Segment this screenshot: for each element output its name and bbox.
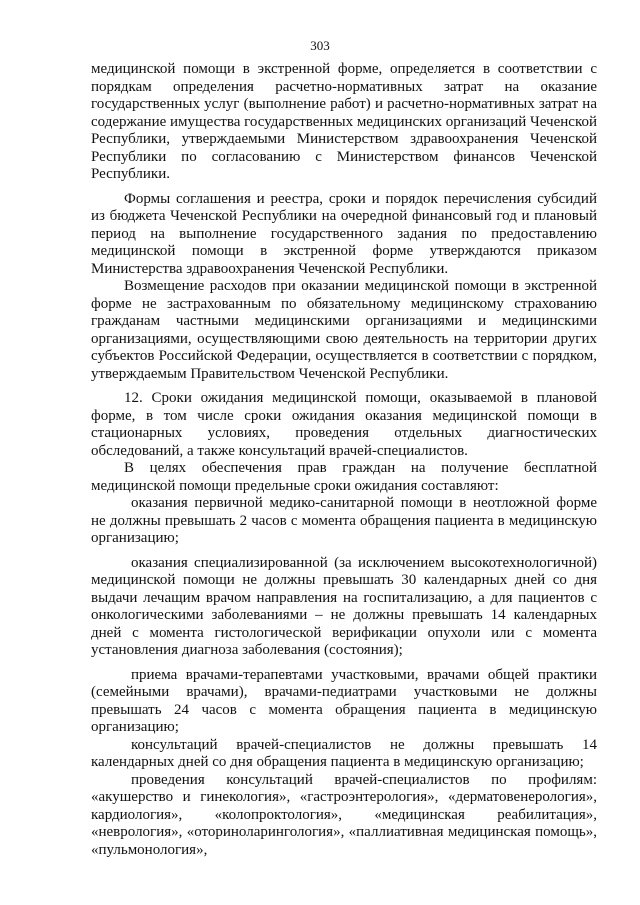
paragraph-reimbursement: Возмещение расходов при оказании медицинской помощи в экстренной форме не застрахованным по обязательному медицинскому страхованию гражданам частными медицинскими организациями и медицинскими организациями, осуществляющими свою деятельность на территории других субъектов Российской Федерации, осуществляется в соответствии с порядком, утверждаемым Правительством Чеченской Республики. bbox=[91, 278, 597, 382]
paragraph-therapists: приема врачами-терапевтами участковыми, врачами общей практики (семейными врачами), врачами-педиатрами участковыми не должны превышать 24 часов с момента обращения пациента в медицинскую организацию; bbox=[91, 666, 597, 735]
paragraph-primary-care: оказания первичной медико-санитарной помощи в неотложной форме не должны превышать 2 часов с момента обращения пациента в медицинскую организацию; bbox=[91, 495, 597, 546]
paragraph-continuation: медицинской помощи в экстренной форме, определяется в соответствии с порядкам определения расчетно-нормативных затрат на оказание государственных услуг (выполнение работ) и расчетно-нормативных затрат на содержание имущества государственных медицинских организаций Чеченской Республики, утверждаемыми Министерством здравоохранения Чеченской Республики по согласованию с Министерством финансов Чеченской Республики. bbox=[91, 61, 597, 182]
document-body bbox=[91, 61, 597, 859]
paragraph-waiting-limits-intro: В целях обеспечения прав граждан на получение бесплатной медицинской помощи предельные сроки ожидания составляют: bbox=[91, 460, 597, 494]
paragraph-profile-consultations: проведения консультаций врачей-специалистов по профилям: «акушерство и гинекология», «гастроэнтерология», «дерматовенерология», кардиология», «колопроктология», «медицинская реабилитация», «неврология», «оториноларингология», «паллиативная медицинская помощь», «пульмонология», bbox=[91, 771, 597, 858]
paragraph-specialist-consultations: консультаций врачей-специалистов не должны превышать 14 календарных дней со дня обращения пациента в медицинскую организацию; bbox=[91, 736, 597, 770]
paragraph-section-12: 12. Сроки ожидания медицинской помощи, оказываемой в плановой форме, в том числе сроки ожидания оказания медицинской помощи в стационарных условиях, проведения отдельных диагностических обследований, а также консультаций врачей-специалистов. bbox=[91, 390, 597, 459]
paragraph-subsidy-forms: Формы соглашения и реестра, сроки и порядок перечисления субсидий из бюджета Чеченской Республики на очередной финансовый год и плановый период на выполнение государственного задания по предоставлению медицинской помощи в экстренной форме утверждаются приказом Министерства здравоохранения Чеченской Республики. bbox=[91, 190, 597, 277]
paragraph-specialized-care: оказания специализированной (за исключением высокотехнологичной) медицинской помощи не должны превышать 30 календарных дней со дня выдачи лечащим врачом направления на госпитализацию, а для пациентов с онкологическими заболеваниями – не должны превышать 14 календарных дней с момента гистологической верификации опухоли или с момента установления диагноза заболевания (состояния); bbox=[91, 554, 597, 658]
page-number: 303 bbox=[310, 38, 330, 53]
